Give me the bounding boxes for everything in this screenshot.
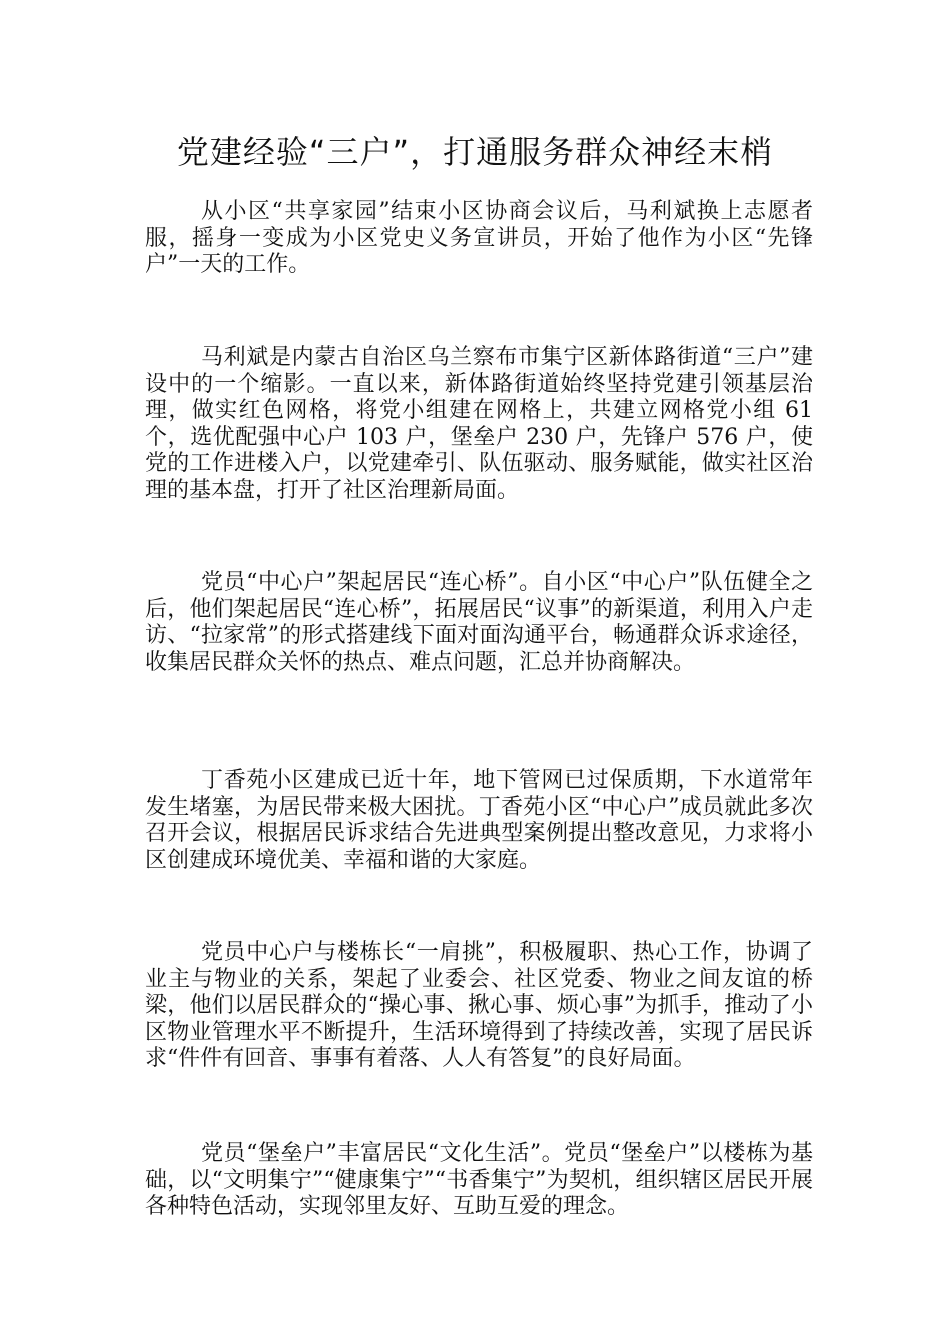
paragraph-2: 马利斌是内蒙古自治区乌兰察布市集宁区新体路街道“三户”建设中的一个缩影。一直以来，新体路街道始终坚持党建引领基层治理，做实红色网格，将党小组建在网格上，共建立网格党小组 61 个，选优配强中心户 103 户，堡垒户 230 户，先锋户 576 户，使党的工作进楼入户，以党建牵引、队伍驱动、服务赋能，做实社区治理的基本盘，打开了社区治理新局面。 — [145, 345, 813, 503]
paragraph-4: 丁香苑小区建成已近十年，地下管网已过保质期，下水道常年发生堵塞，为居民带来极大困扰。丁香苑小区“中心户”成员就此多次召开会议，根据居民诉求结合先进典型案例提出整改意见，力求将小区创建成环境优美、幸福和谐的大家庭。 — [145, 768, 813, 873]
paragraph-1: 从小区“共享家园”结束小区协商会议后，马利斌换上志愿者服，摇身一变成为小区党史义务宣讲员，开始了他作为小区“先锋户”一天的工作。 — [145, 199, 813, 277]
paragraph-3: 党员“中心户”架起居民“连心桥”。自小区“中心户”队伍健全之后，他们架起居民“连心桥”，拓展居民“议事”的新渠道，利用入户走访、“拉家常”的形式搭建线下面对面沟通平台，畅通群众诉求途径，收集居民群众关怀的热点、难点问题，汇总并协商解决。 — [145, 570, 813, 675]
paragraph-6: 党员“堡垒户”丰富居民“文化生活”。党员“堡垒户”以楼栋为基础，以“文明集宁”“健康集宁”“书香集宁”为契机，组织辖区居民开展各种特色活动，实现邻里友好、互助互爱的理念。 — [145, 1141, 813, 1219]
document-title: 党建经验“三户”，打通服务群众神经末梢 — [176, 133, 774, 171]
paragraph-5: 党员中心户与楼栋长“一肩挑”，积极履职、热心工作，协调了业主与物业的关系，架起了业委会、社区党委、物业之间友谊的桥梁，他们以居民群众的“操心事、揪心事、烦心事”为抓手，推动了小区物业管理水平不断提升，生活环境得到了持续改善，实现了居民诉求“件件有回音、事事有着落、人人有答复”的良好局面。 — [145, 940, 813, 1071]
